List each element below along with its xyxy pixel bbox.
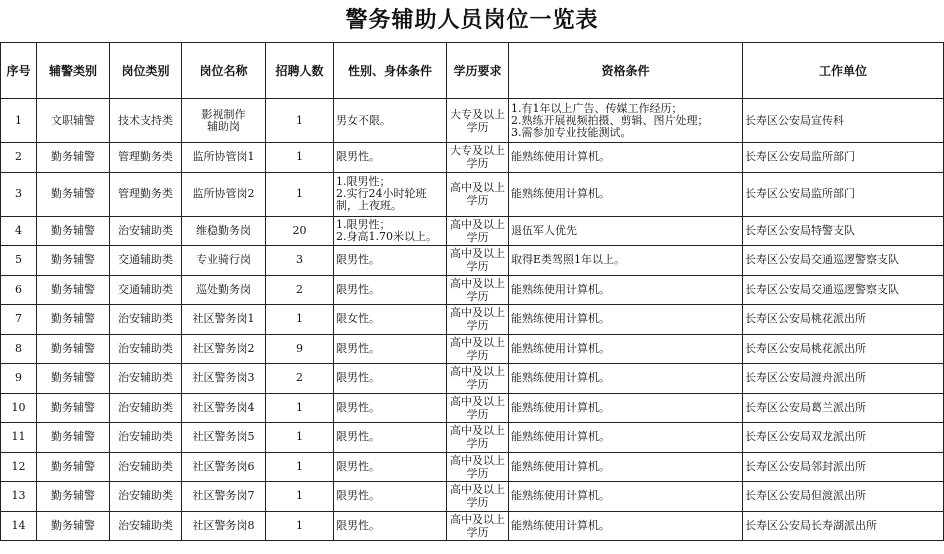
hiring-count-cell: 3: [266, 246, 334, 276]
education-requirement-cell: [447, 452, 509, 482]
row-number-cell: 1: [1, 99, 37, 143]
position-category-cell: 治安辅助类: [110, 452, 182, 482]
table-row: [1, 143, 944, 173]
physical-requirement-cell: [334, 246, 447, 276]
education-requirement-cell-line: 学历: [466, 378, 489, 392]
physical-requirement-cell: [334, 216, 447, 246]
education-requirement-cell-line: 高中及以上: [450, 276, 505, 290]
education-requirement-cell-line: 学历: [466, 437, 489, 451]
education-requirement-cell-line: 学历: [466, 230, 489, 244]
qualification-cell-line: 能熟练使用计算机。: [511, 187, 610, 200]
hiring-count-cell: 9: [266, 334, 334, 364]
qualification-cell-line: 2.熟练开展视频拍摄、剪辑、图片处理；: [511, 113, 709, 127]
position-name-cell-line: 维稳勤务岗: [196, 223, 251, 237]
education-requirement-cell-line: 高中及以上: [450, 247, 505, 261]
position-name-cell: [182, 423, 266, 453]
position-name-cell: [182, 393, 266, 423]
physical-requirement-cell: [334, 393, 447, 423]
qualification-cell-line: 能熟练使用计算机。: [511, 430, 610, 444]
work-unit-cell: 长寿区公安局交通巡逻警察支队: [743, 275, 944, 305]
education-requirement-cell-line: 高中及以上: [450, 306, 505, 320]
education-requirement-cell: [447, 334, 509, 364]
hiring-count-cell: 1: [266, 393, 334, 423]
auxiliary-type-cell: 勤务辅警: [37, 246, 110, 276]
position-name-cell-line: 社区警务岗4: [192, 400, 255, 414]
qualification-cell: [509, 275, 743, 305]
physical-requirement-cell-line: 限男性。: [336, 400, 380, 414]
header-cell: 工作单位: [743, 43, 944, 99]
physical-requirement-cell: [334, 364, 447, 394]
position-category-cell: 交通辅助类: [110, 275, 182, 305]
physical-requirement-cell: [334, 511, 447, 541]
row-number-cell: 13: [1, 482, 37, 512]
hiring-count-cell: 1: [266, 452, 334, 482]
position-category-cell: 管理勤务类: [110, 172, 182, 216]
work-unit-cell: 长寿区公安局监所部门: [743, 172, 944, 216]
position-category-cell: 治安辅助类: [110, 511, 182, 541]
table-row: [1, 334, 944, 364]
table-row: [1, 511, 944, 541]
education-requirement-cell: [447, 393, 509, 423]
qualification-cell-line: 能熟练使用计算机。: [511, 459, 610, 473]
position-category-cell: 治安辅助类: [110, 423, 182, 453]
physical-requirement-cell: [334, 452, 447, 482]
physical-requirement-cell-line: 限男性。: [336, 253, 380, 267]
row-number-cell: 5: [1, 246, 37, 276]
row-number-cell: 7: [1, 305, 37, 335]
physical-requirement-cell-line: 制，上夜班。: [336, 199, 402, 212]
work-unit-cell: 长寿区公安局监所部门: [743, 143, 944, 173]
position-name-cell-line: 社区警务岗8: [192, 518, 255, 532]
qualification-cell-line: 能熟练使用计算机。: [511, 371, 610, 385]
physical-requirement-cell-line: 男女不限。: [336, 113, 391, 127]
table-row: [1, 216, 944, 246]
education-requirement-cell-line: 学历: [466, 120, 489, 134]
position-name-cell-line: 巡处勤务岗: [196, 282, 251, 296]
education-requirement-cell-line: 学历: [466, 194, 489, 207]
position-category-cell: 治安辅助类: [110, 482, 182, 512]
physical-requirement-cell: [334, 334, 447, 364]
position-name-cell: [182, 99, 266, 143]
auxiliary-type-cell: 文职辅警: [37, 99, 110, 143]
education-requirement-cell: [447, 275, 509, 305]
work-unit-cell: 长寿区公安局渡舟派出所: [743, 364, 944, 394]
position-name-cell-line: 社区警务岗5: [192, 430, 255, 444]
education-requirement-cell-line: 高中及以上: [450, 453, 505, 467]
auxiliary-type-cell: 勤务辅警: [37, 364, 110, 394]
education-requirement-cell-line: 学历: [466, 407, 489, 421]
work-unit-cell: 长寿区公安局长寿湖派出所: [743, 511, 944, 541]
header-cell: 序号: [1, 43, 37, 99]
auxiliary-type-cell: 勤务辅警: [37, 143, 110, 173]
qualification-cell: [509, 511, 743, 541]
education-requirement-cell: [447, 423, 509, 453]
qualification-cell-line: 能熟练使用计算机。: [511, 150, 610, 164]
position-category-cell: 技术支持类: [110, 99, 182, 143]
row-number-cell: 9: [1, 364, 37, 394]
work-unit-cell: 长寿区公安局宣传科: [743, 99, 944, 143]
position-name-cell-line: 影视制作: [201, 107, 246, 121]
work-unit-cell: 长寿区公安局但渡派出所: [743, 482, 944, 512]
education-requirement-cell: [447, 482, 509, 512]
qualification-cell-line: 退伍军人优先: [511, 223, 577, 237]
hiring-count-cell: 1: [266, 305, 334, 335]
auxiliary-type-cell: 勤务辅警: [37, 275, 110, 305]
education-requirement-cell: [447, 216, 509, 246]
work-unit-cell: 长寿区公安局双龙派出所: [743, 423, 944, 453]
physical-requirement-cell-line: 限男性。: [336, 371, 380, 385]
position-category-cell: 管理勤务类: [110, 143, 182, 173]
qualification-cell-line: 能熟练使用计算机。: [511, 489, 610, 503]
education-requirement-cell-line: 学历: [466, 289, 489, 303]
position-name-cell-line: 社区警务岗7: [192, 489, 255, 503]
row-number-cell: 3: [1, 172, 37, 216]
position-name-cell-line: 社区警务岗2: [192, 341, 255, 355]
position-name-cell-line: 监所协管岗1: [192, 150, 255, 164]
physical-requirement-cell-line: 2.实行24小时轮班: [336, 187, 427, 200]
education-requirement-cell: [447, 143, 509, 173]
position-category-cell: 治安辅助类: [110, 305, 182, 335]
education-requirement-cell: [447, 172, 509, 216]
hiring-count-cell: 1: [266, 99, 334, 143]
work-unit-cell: 长寿区公安局邻封派出所: [743, 452, 944, 482]
position-name-cell: [182, 364, 266, 394]
education-requirement-cell: [447, 246, 509, 276]
qualification-cell: [509, 216, 743, 246]
work-unit-cell: 长寿区公安局交通巡逻警察支队: [743, 246, 944, 276]
education-requirement-cell-line: 学历: [466, 525, 489, 539]
qualification-cell: [509, 99, 743, 143]
work-unit-cell: 长寿区公安局特警支队: [743, 216, 944, 246]
qualification-cell: [509, 482, 743, 512]
auxiliary-type-cell: 勤务辅警: [37, 423, 110, 453]
table-row: [1, 423, 944, 453]
position-category-cell: 治安辅助类: [110, 334, 182, 364]
page-title: 警务辅助人员岗位一览表: [345, 7, 599, 33]
work-unit-cell: 长寿区公安局葛兰派出所: [743, 393, 944, 423]
qualification-cell: [509, 143, 743, 173]
row-number-cell: 10: [1, 393, 37, 423]
table-row: [1, 246, 944, 276]
header-cell: 辅警类别: [37, 43, 110, 99]
physical-requirement-cell: [334, 482, 447, 512]
work-unit-cell: 长寿区公安局桃花派出所: [743, 334, 944, 364]
qualification-cell: [509, 172, 743, 216]
education-requirement-cell: [447, 364, 509, 394]
physical-requirement-cell-line: 限男性。: [336, 489, 380, 503]
education-requirement-cell-line: 学历: [466, 319, 489, 333]
header-cell: 岗位类别: [110, 43, 182, 99]
auxiliary-type-cell: 勤务辅警: [37, 334, 110, 364]
position-name-cell-line: 专业骑行岗: [196, 253, 251, 267]
table-row: [1, 452, 944, 482]
education-requirement-cell-line: 学历: [466, 466, 489, 480]
position-name-cell: [182, 172, 266, 216]
row-number-cell: 2: [1, 143, 37, 173]
hiring-count-cell: 1: [266, 482, 334, 512]
position-category-cell: 治安辅助类: [110, 216, 182, 246]
education-requirement-cell-line: 学历: [466, 496, 489, 510]
position-name-cell-line: 社区警务岗6: [192, 459, 255, 473]
hiring-count-cell: 1: [266, 423, 334, 453]
education-requirement-cell-line: 高中及以上: [450, 394, 505, 408]
physical-requirement-cell-line: 限男性。: [336, 341, 380, 355]
row-number-cell: 4: [1, 216, 37, 246]
education-requirement-cell: [447, 99, 509, 143]
table-row: [1, 364, 944, 394]
auxiliary-type-cell: 勤务辅警: [37, 216, 110, 246]
position-name-cell: [182, 246, 266, 276]
qualification-cell-line: 1.有1年以上广告、传媒工作经历；: [511, 101, 683, 115]
physical-requirement-cell-line: 限男性。: [336, 518, 380, 532]
positions-table: [0, 42, 944, 541]
education-requirement-cell-line: 高中及以上: [450, 424, 505, 438]
physical-requirement-cell: [334, 99, 447, 143]
qualification-cell-line: 能熟练使用计算机。: [511, 341, 610, 355]
physical-requirement-cell-line: 限男性。: [336, 430, 380, 444]
qualification-cell: [509, 305, 743, 335]
qualification-cell: [509, 364, 743, 394]
education-requirement-cell-line: 高中及以上: [450, 217, 505, 231]
auxiliary-type-cell: 勤务辅警: [37, 452, 110, 482]
qualification-cell-line: 3.需参加专业技能测试。: [511, 125, 632, 139]
physical-requirement-cell: [334, 305, 447, 335]
education-requirement-cell: [447, 511, 509, 541]
row-number-cell: 6: [1, 275, 37, 305]
qualification-cell: [509, 334, 743, 364]
hiring-count-cell: 1: [266, 511, 334, 541]
position-name-cell: [182, 334, 266, 364]
position-category-cell: 治安辅助类: [110, 364, 182, 394]
education-requirement-cell-line: 学历: [466, 157, 489, 171]
header-cell: 学历要求: [447, 43, 509, 99]
auxiliary-type-cell: 勤务辅警: [37, 172, 110, 216]
table-row: [1, 99, 944, 143]
education-requirement-cell-line: 高中及以上: [450, 365, 505, 379]
physical-requirement-cell: [334, 172, 447, 216]
auxiliary-type-cell: 勤务辅警: [37, 393, 110, 423]
position-category-cell: 交通辅助类: [110, 246, 182, 276]
physical-requirement-cell: [334, 275, 447, 305]
physical-requirement-cell-line: 限男性。: [336, 282, 380, 296]
physical-requirement-cell-line: 限男性。: [336, 150, 380, 164]
position-name-cell: [182, 275, 266, 305]
header-row: [1, 43, 944, 99]
table-body: [1, 99, 944, 541]
position-name-cell: [182, 452, 266, 482]
education-requirement-cell-line: 学历: [466, 260, 489, 274]
hiring-count-cell: 2: [266, 275, 334, 305]
qualification-cell: [509, 246, 743, 276]
hiring-count-cell: 1: [266, 143, 334, 173]
qualification-cell-line: 能熟练使用计算机。: [511, 518, 610, 532]
header-cell: 性别、身体条件: [334, 43, 447, 99]
qualification-cell-line: 能熟练使用计算机。: [511, 312, 610, 326]
header-cell: 岗位名称: [182, 43, 266, 99]
physical-requirement-cell: [334, 143, 447, 173]
position-name-cell: [182, 511, 266, 541]
education-requirement-cell-line: 大专及以上: [450, 144, 505, 158]
physical-requirement-cell-line: 2.身高1.70米以上。: [336, 229, 437, 243]
education-requirement-cell-line: 高中及以上: [450, 335, 505, 349]
education-requirement-cell-line: 高中及以上: [450, 483, 505, 497]
row-number-cell: 8: [1, 334, 37, 364]
position-name-cell: [182, 482, 266, 512]
education-requirement-cell-line: 大专及以上: [450, 107, 505, 121]
qualification-cell: [509, 423, 743, 453]
education-requirement-cell-line: 学历: [466, 348, 489, 362]
qualification-cell: [509, 452, 743, 482]
education-requirement-cell: [447, 305, 509, 335]
position-name-cell-line: 监所协管岗2: [192, 187, 255, 200]
row-number-cell: 11: [1, 423, 37, 453]
auxiliary-type-cell: 勤务辅警: [37, 511, 110, 541]
hiring-count-cell: 1: [266, 172, 334, 216]
table-row: [1, 393, 944, 423]
physical-requirement-cell-line: 1.限男性；: [336, 175, 391, 188]
auxiliary-type-cell: 勤务辅警: [37, 305, 110, 335]
position-name-cell: [182, 216, 266, 246]
auxiliary-type-cell: 勤务辅警: [37, 482, 110, 512]
position-category-cell: 治安辅助类: [110, 393, 182, 423]
physical-requirement-cell: [334, 423, 447, 453]
position-name-cell-line: 辅助岗: [207, 119, 240, 133]
qualification-cell-line: 能熟练使用计算机。: [511, 400, 610, 414]
header-cell: 资格条件: [509, 43, 743, 99]
education-requirement-cell-line: 高中及以上: [450, 181, 505, 194]
physical-requirement-cell-line: 限女性。: [336, 312, 380, 326]
physical-requirement-cell-line: 1.限男性；: [336, 217, 391, 231]
table-row: [1, 305, 944, 335]
education-requirement-cell-line: 高中及以上: [450, 512, 505, 526]
qualification-cell: [509, 393, 743, 423]
position-name-cell-line: 社区警务岗3: [192, 371, 255, 385]
hiring-count-cell: 2: [266, 364, 334, 394]
qualification-cell-line: 能熟练使用计算机。: [511, 282, 610, 296]
table-row: [1, 275, 944, 305]
hiring-count-cell: 20: [266, 216, 334, 246]
header-cell: 招聘人数: [266, 43, 334, 99]
position-name-cell: [182, 143, 266, 173]
table-row: [1, 482, 944, 512]
work-unit-cell: 长寿区公安局桃花派出所: [743, 305, 944, 335]
table-row: [1, 172, 944, 216]
row-number-cell: 12: [1, 452, 37, 482]
position-name-cell-line: 社区警务岗1: [192, 312, 255, 326]
row-number-cell: 14: [1, 511, 37, 541]
physical-requirement-cell-line: 限男性。: [336, 459, 380, 473]
qualification-cell-line: 取得E类驾照1年以上。: [511, 253, 626, 267]
position-name-cell: [182, 305, 266, 335]
